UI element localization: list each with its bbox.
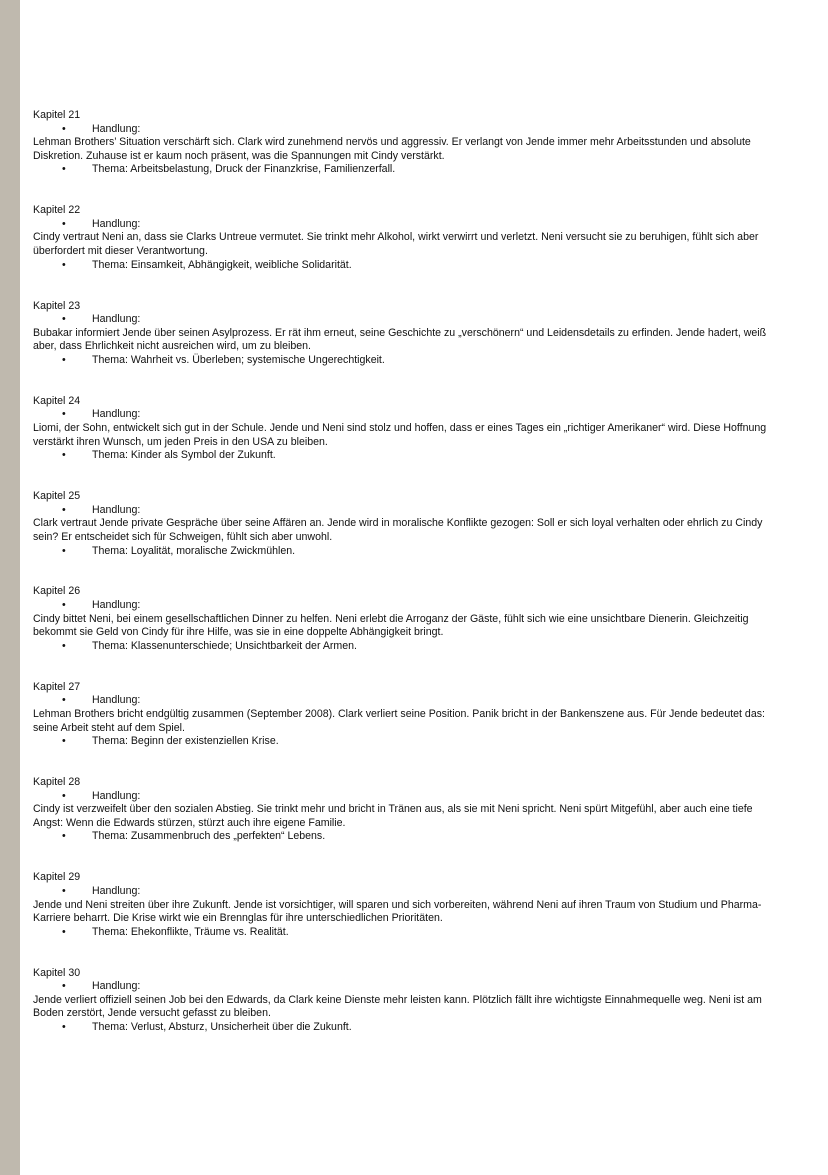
handlung-label: Handlung: xyxy=(92,313,141,326)
handlung-bullet xyxy=(33,504,783,518)
chapter-23 xyxy=(33,300,783,395)
bullet-icon: • xyxy=(62,217,66,230)
bullet-icon: • xyxy=(62,925,66,938)
chapter-29 xyxy=(33,871,783,966)
chapter-text: Cindy vertraut Neni an, dass sie Clarks Untreue vermutet. Sie trinkt mehr Alkohol, wirkt verwirrt und verletzt. Neni versucht sie zu beruhigen, fühlt sich aber überfordert mit dieser Verantwortung. xyxy=(33,231,759,258)
chapter-21 xyxy=(33,109,783,204)
thema-bullet xyxy=(33,830,783,844)
chapter-22 xyxy=(33,204,783,299)
bullet-icon: • xyxy=(62,313,66,326)
thema-bullet xyxy=(33,163,783,177)
thema-text: Thema: Einsamkeit, Abhängigkeit, weibliche Solidarität. xyxy=(92,258,352,271)
handlung-label: Handlung: xyxy=(92,694,141,707)
chapter-title: Kapitel 24 xyxy=(33,394,81,407)
thema-bullet xyxy=(33,354,783,368)
bullet-icon: • xyxy=(62,1021,66,1034)
handlung-bullet xyxy=(33,218,783,232)
handlung-label: Handlung: xyxy=(92,789,141,802)
chapter-text: Jende verliert offiziell seinen Job bei den Edwards, da Clark keine Dienste mehr leisten kann. Plötzlich fällt ihre wichtigste Einnahmequelle weg. Neni ist am Boden zerstört, Jende versucht gefasst zu bleiben. xyxy=(33,993,762,1020)
thema-bullet xyxy=(33,545,783,559)
handlung-label: Handlung: xyxy=(92,408,141,421)
chapter-25 xyxy=(33,490,783,585)
chapter-title: Kapitel 29 xyxy=(33,871,81,884)
chapter-title: Kapitel 28 xyxy=(33,776,81,789)
chapter-27 xyxy=(33,681,783,776)
handlung-label: Handlung: xyxy=(92,980,141,993)
handlung-bullet xyxy=(33,123,783,137)
handlung-bullet xyxy=(33,885,783,899)
handlung-bullet xyxy=(33,408,783,422)
thema-text: Thema: Beginn der existenziellen Krise. xyxy=(92,735,279,748)
handlung-bullet xyxy=(33,980,783,994)
handlung-label: Handlung: xyxy=(92,884,141,897)
handlung-bullet xyxy=(33,694,783,708)
thema-text: Thema: Zusammenbruch des „perfekten“ Lebens. xyxy=(92,830,326,843)
chapter-title: Kapitel 23 xyxy=(33,299,81,312)
bullet-icon: • xyxy=(62,789,66,802)
thema-bullet xyxy=(33,640,783,654)
chapter-text: Bubakar informiert Jende über seinen Asylprozess. Er rät ihm erneut, seine Geschichte zu „verschönern“ und Leidensdetails zu erfinden. Jende hadert, weiß aber, dass Ehrlichkeit nicht ausreichen wird, um zu bleiben. xyxy=(33,326,767,353)
chapter-30 xyxy=(33,967,783,1062)
thema-bullet xyxy=(33,1021,783,1035)
bullet-icon: • xyxy=(62,503,66,516)
handlung-bullet xyxy=(33,790,783,804)
bullet-icon: • xyxy=(62,122,66,135)
thema-text: Thema: Loyalität, moralische Zwickmühlen. xyxy=(92,544,296,557)
thema-bullet xyxy=(33,926,783,940)
handlung-label: Handlung: xyxy=(92,503,141,516)
chapter-title: Kapitel 30 xyxy=(33,966,81,979)
bullet-icon: • xyxy=(62,449,66,462)
thema-bullet xyxy=(33,449,783,463)
handlung-label: Handlung: xyxy=(92,599,141,612)
chapter-text: Liomi, der Sohn, entwickelt sich gut in der Schule. Jende und Neni sind stolz und hoffen, dass er eines Tages ein „richtiger Amerikaner“ wird. Diese Hoffnung verstärkt ihren Wunsch, um jeden Preis in den USA zu bleiben. xyxy=(33,422,767,448)
chapter-26 xyxy=(33,585,783,680)
bullet-icon: • xyxy=(62,599,66,612)
bullet-icon: • xyxy=(62,980,66,993)
handlung-bullet xyxy=(33,313,783,327)
bullet-icon: • xyxy=(62,830,66,843)
chapter-text: Lehman Brothers’ Situation verschärft sich. Clark wird zunehmend nervös und aggressiv. Er verlangt von Jende immer mehr Arbeitsstunden und absolute Diskretion. Zuhause ist er kaum noch präsent, was die Spannungen mit Cindy verstärkt. xyxy=(33,136,751,162)
thema-bullet xyxy=(33,259,783,273)
chapter-24 xyxy=(33,395,783,490)
thema-text: Thema: Verlust, Absturz, Unsicherheit über die Zukunft. xyxy=(92,1021,352,1034)
chapter-text: Jende und Neni streiten über ihre Zukunft. Jende ist vorsichtiger, will sparen und sich vorbereiten, während Neni auf ihren Traum von Studium und Pharma-Karriere beharrt. Die Krise wirkt wie ein Brennglas für ihre unterschiedlichen Prioritäten. xyxy=(33,898,762,925)
thema-text: Thema: Kinder als Symbol der Zukunft. xyxy=(92,449,276,462)
thema-text: Thema: Klassenunterschiede; Unsichtbarkeit der Armen. xyxy=(92,639,357,652)
chapter-title: Kapitel 25 xyxy=(33,490,81,503)
bullet-icon: • xyxy=(62,884,66,897)
handlung-label: Handlung: xyxy=(92,122,141,135)
thema-text: Thema: Ehekonflikte, Träume vs. Realität. xyxy=(92,925,289,938)
thema-text: Thema: Wahrheit vs. Überleben; systemische Ungerechtigkeit. xyxy=(92,353,385,366)
bullet-icon: • xyxy=(62,639,66,652)
chapter-text: Clark vertraut Jende private Gespräche über seine Affären an. Jende wird in moralische Konflikte gezogen: Soll er sich loyal verhalten oder ehrlich zu Cindy sein? Er entscheidet sich für Schweigen, fühlt sich aber unwohl. xyxy=(33,517,763,543)
thema-bullet xyxy=(33,735,783,749)
chapter-title: Kapitel 27 xyxy=(33,680,81,693)
document-content xyxy=(33,109,783,1062)
bullet-icon: • xyxy=(62,353,66,366)
chapter-text: Cindy bittet Neni, bei einem gesellschaftlichen Dinner zu helfen. Neni erlebt die Arroganz der Gäste, fühlt sich wie eine unsichtbare Dienerin. Gleichzeitig bekommt sie Geld von Cindy für ihre Hilfe, was sie in eine doppelte Abhängigkeit bringt. xyxy=(33,612,749,639)
chapter-28 xyxy=(33,776,783,871)
bullet-icon: • xyxy=(62,735,66,748)
bullet-icon: • xyxy=(62,694,66,707)
chapter-text: Cindy ist verzweifelt über den sozialen Abstieg. Sie trinkt mehr und bricht in Tränen aus, als sie mit Neni spricht. Neni spürt Mitgefühl, aber auch eine tiefe Angst: Wenn die Edwards stürzen, stürzt auch ihre eigene Familie. xyxy=(33,803,753,829)
handlung-bullet xyxy=(33,599,783,613)
bullet-icon: • xyxy=(62,544,66,557)
page-margin-bar xyxy=(0,0,20,1175)
bullet-icon: • xyxy=(62,408,66,421)
handlung-label: Handlung: xyxy=(92,217,141,230)
chapter-title: Kapitel 22 xyxy=(33,204,81,217)
chapter-title: Kapitel 26 xyxy=(33,585,81,598)
thema-text: Thema: Arbeitsbelastung, Druck der Finanzkrise, Familienzerfall. xyxy=(92,163,396,176)
bullet-icon: • xyxy=(62,258,66,271)
chapter-title: Kapitel 21 xyxy=(33,109,81,121)
chapter-text: Lehman Brothers bricht endgültig zusammen (September 2008). Clark verliert seine Position. Panik bricht in der Bankenszene aus. Für Jende bedeutet das: seine Arbeit steht auf dem Spiel. xyxy=(33,707,765,734)
bullet-icon: • xyxy=(62,163,66,176)
